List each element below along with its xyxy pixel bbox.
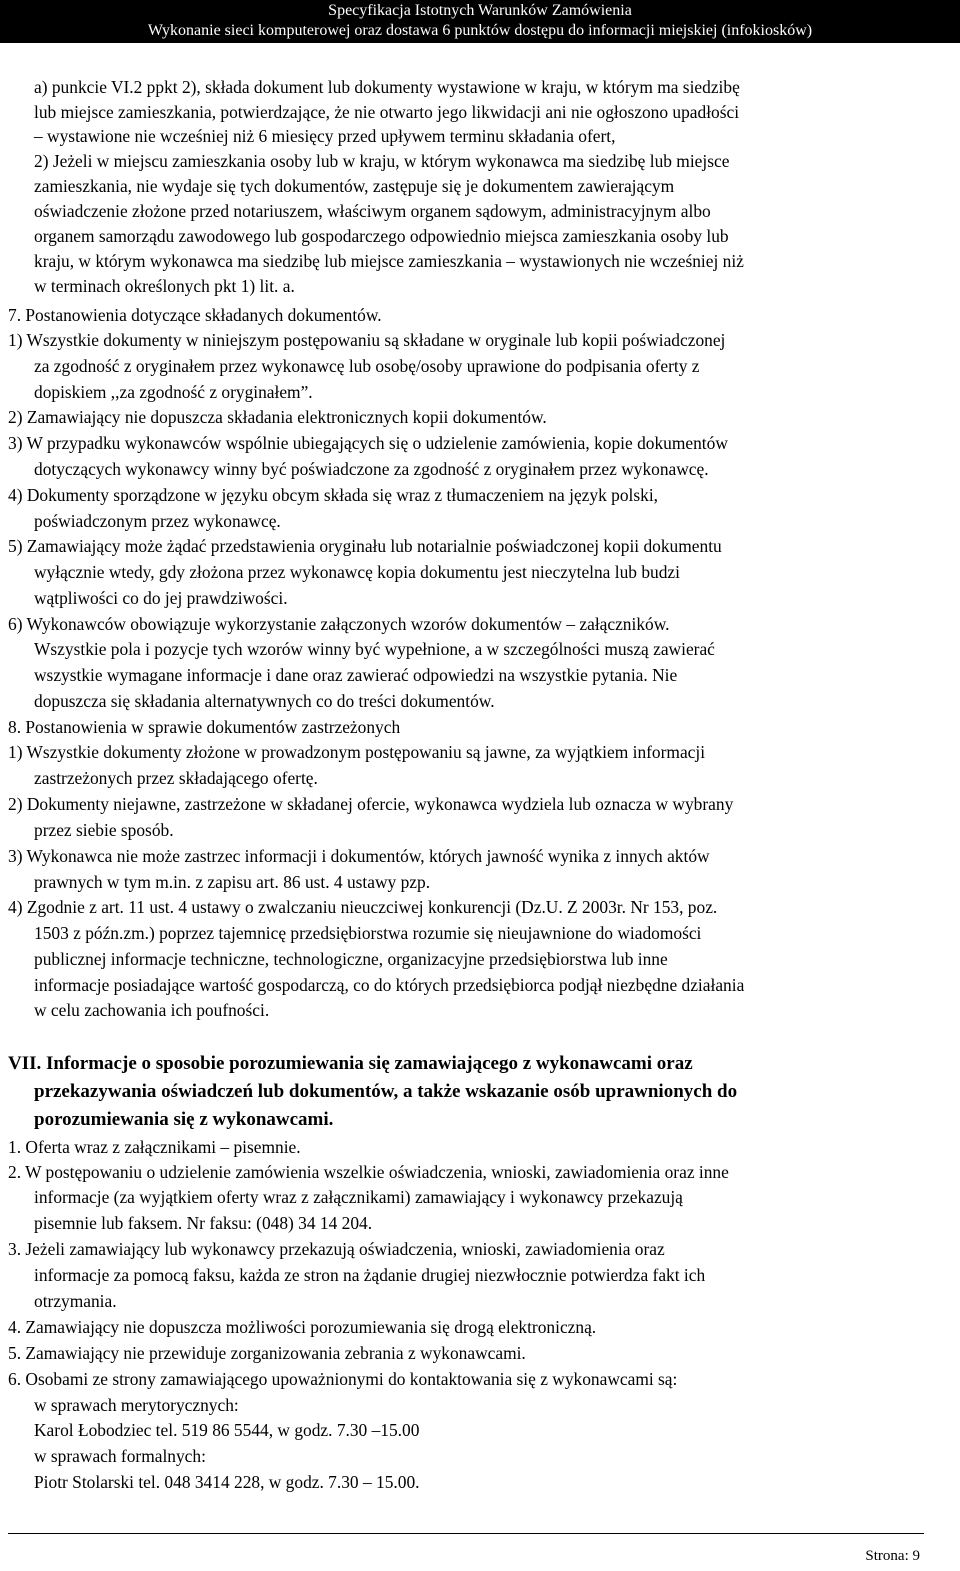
text-line: 2) Zamawiający nie dopuszcza składania elektronicznych kopii dokumentów. [8, 407, 547, 427]
text-line: 3. Jeżeli zamawiający lub wykonawcy przekazują oświadczenia, wnioski, zawiadomienia oraz [8, 1239, 665, 1259]
chapter-heading: VII. Informacje o sposobie porozumiewania się zamawiającego z wykonawcami oraz [8, 1053, 693, 1074]
text-line: 2) Dokumenty niejawne, zastrzeżone w składanej ofercie, wykonawca wydziela lub oznacza w wybrany [8, 794, 734, 814]
text-line: przez siebie sposób. [34, 820, 174, 840]
text-line: wszystkie wymagane informacje i dane oraz zawierać odpowiedzi na wszystkie pytania. Nie [34, 665, 678, 685]
text-line: 5. Zamawiający nie przewiduje zorganizowania zebrania z wykonawcami. [8, 1343, 526, 1363]
text-line: informacje posiadające wartość gospodarczą, co do których przedsiębiorca podjął niezbędne działania [34, 975, 745, 995]
footer-divider [8, 1533, 924, 1534]
text-line: 3) Wykonawca nie może zastrzec informacji i dokumentów, których jawność wynika z innych aktów [8, 846, 710, 866]
text-line: 3) W przypadku wykonawców wspólnie ubiegających się o udzielenie zamówienia, kopie dokumentów [8, 433, 728, 453]
text-line: lub miejsce zamieszkania, potwierdzające, że nie otwarto jego likwidacji ani nie ogłoszono upadłości [34, 102, 740, 122]
section-heading: 7. Postanowienia dotyczące składanych dokumentów. [8, 305, 382, 325]
text-line: 2. W postępowaniu o udzielenie zamówienia wszelkie oświadczenia, wnioski, zawiadomienia oraz inne [8, 1162, 729, 1182]
text-line: dopuszcza się składania alternatywnych co do treści dokumentów. [34, 691, 495, 711]
text-line: w terminach określonych pkt 1) lit. a. [34, 276, 295, 296]
contact-line: Piotr Stolarski tel. 048 3414 228, w godz. 7.30 – 15.00. [34, 1472, 420, 1492]
text-line: Wszystkie pola i pozycje tych wzorów winny być wypełnione, a w szczególności muszą zawierać [34, 639, 715, 659]
text-line: 2) Jeżeli w miejscu zamieszkania osoby lub w kraju, w którym wykonawca ma siedzibę lub miejsce [34, 151, 730, 171]
text-line: w sprawach formalnych: [34, 1446, 206, 1466]
text-line: zamieszkania, nie wydaje się tych dokumentów, zastępuje się je dokumentem zawierającym [34, 176, 675, 196]
chapter-heading: porozumiewania się z wykonawcami. [34, 1109, 334, 1130]
text-line: 6) Wykonawców obowiązuje wykorzystanie załączonych wzorów dokumentów – załączników. [8, 614, 670, 634]
text-line: 1) Wszystkie dokumenty w niniejszym postępowaniu są składane w oryginale lub kopii poświadczonej [8, 330, 726, 350]
text-line: wyłącznie wtedy, gdy złożona przez wykonawcę kopia dokumentu jest nieczytelna lub budzi [34, 562, 680, 582]
text-line: informacje (za wyjątkiem oferty wraz z załącznikami) zamawiający i wykonawcy przekazują [34, 1187, 683, 1207]
text-line: – wystawione nie wcześniej niż 6 miesięcy przed upływem terminu składania ofert, [34, 126, 616, 146]
text-line: prawnych w tym m.in. z zapisu art. 86 ust. 4 ustawy pzp. [34, 872, 431, 892]
text-line: 4) Zgodnie z art. 11 ust. 4 ustawy o zwalczaniu nieuczciwej konkurencji (Dz.U. Z 2003r. Nr 153, poz. [8, 897, 718, 917]
text-line: w celu zachowania ich poufności. [34, 1000, 270, 1020]
text-line: informacje za pomocą faksu, każda ze stron na żądanie drugiej niezwłocznie potwierdza fakt ich [34, 1265, 706, 1285]
text-line: oświadczenie złożone przed notariuszem, właściwym organem sądowym, administracyjnym albo [34, 201, 711, 221]
text-line: zastrzeżonych przez składającego ofertę. [34, 768, 318, 788]
text-line: 1. Oferta wraz z załącznikami – pisemnie. [8, 1137, 301, 1157]
text-line: otrzymania. [34, 1291, 117, 1311]
text-line: 4. Zamawiający nie dopuszcza możliwości porozumiewania się drogą elektroniczną. [8, 1317, 597, 1337]
text-line: 4) Dokumenty sporządzone w języku obcym składa się wraz z tłumaczeniem na język polski, [8, 485, 659, 505]
text-line: publicznej informacje techniczne, technologiczne, organizacyjne przedsiębiorstwa lub inne [34, 949, 668, 969]
text-line: a) punkcie VI.2 ppkt 2), składa dokument lub dokumenty wystawione w kraju, w którym ma siedzibę [34, 77, 740, 97]
text-line: kraju, w którym wykonawca ma siedzibę lub miejsce zamieszkania – wystawionych nie wcześniej niż [34, 251, 744, 271]
chapter-heading: przekazywania oświadczeń lub dokumentów, a także wskazanie osób uprawnionych do [34, 1081, 738, 1102]
text-line: dotyczących wykonawcy winny być poświadczone za zgodność z oryginałem przez wykonawcę. [34, 459, 709, 479]
text-line: dopiskiem ,,za zgodność z oryginałem”. [34, 382, 313, 402]
header-subtitle: Wykonanie sieci komputerowej oraz dostawa 6 punktów dostępu do informacji miejskiej (infokiosków) [147, 22, 813, 39]
section-heading: 8. Postanowienia w sprawie dokumentów zastrzeżonych [8, 717, 401, 737]
text-line: za zgodność z oryginałem przez wykonawcę lub osobę/osoby uprawione do podpisania oferty z [34, 356, 700, 376]
text-line: poświadczonym przez wykonawcę. [34, 511, 281, 531]
text-line: w sprawach merytorycznych: [34, 1395, 239, 1415]
header-title: Specyfikacja Istotnych Warunków Zamówienia [328, 2, 632, 19]
text-line: wątpliwości co do jej prawdziwości. [34, 588, 288, 608]
text-line: 1) Wszystkie dokumenty złożone w prowadzonym postępowaniu są jawne, za wyjątkiem informacji [8, 742, 706, 762]
text-line: 1503 z późn.zm.) poprzez tajemnicę przedsiębiorstwa rozumie się nieujawnione do wiadomości [34, 923, 702, 943]
page-number: Strona: 9 [865, 1548, 920, 1564]
contact-line: Karol Łobodziec tel. 519 86 5544, w godz. 7.30 –15.00 [34, 1420, 420, 1440]
text-line: pisemnie lub faksem. Nr faksu: (048) 34 14 204. [34, 1213, 373, 1233]
text-line: organem samorządu zawodowego lub gospodarczego odpowiednio miejsca zamieszkania osoby lub [34, 226, 729, 246]
text-line: 5) Zamawiający może żądać przedstawienia oryginału lub notarialnie poświadczonej kopii dokumentu [8, 536, 722, 556]
text-line: 6. Osobami ze strony zamawiającego upoważnionymi do kontaktowania się z wykonawcami są: [8, 1369, 678, 1389]
